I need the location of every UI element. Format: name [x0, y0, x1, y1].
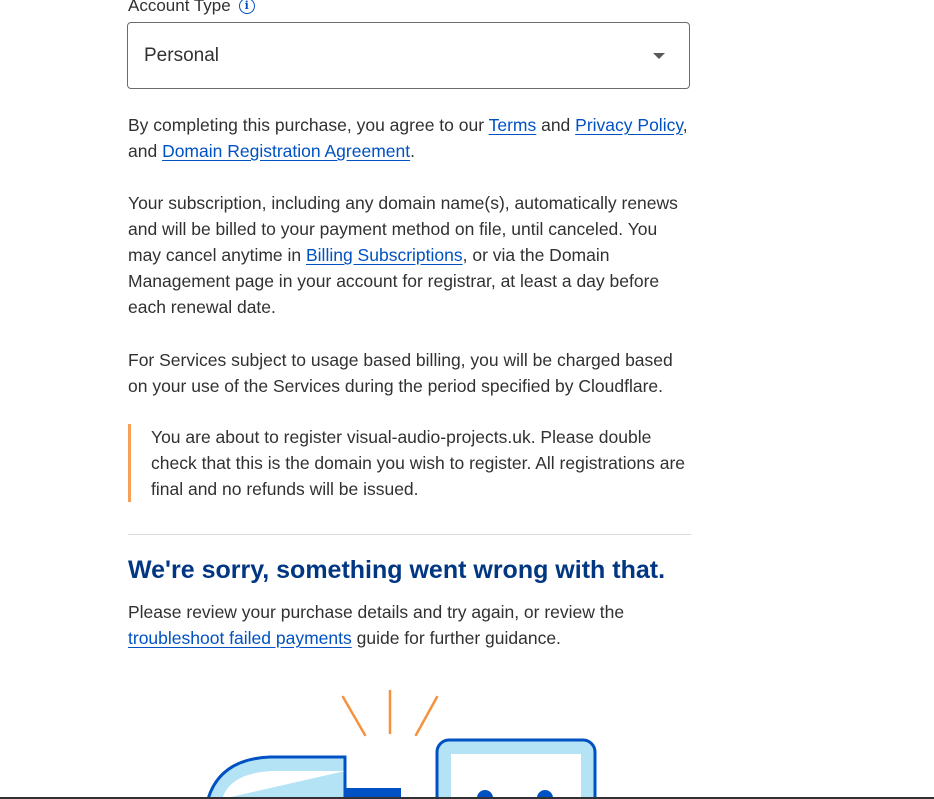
card-shape-icon [208, 757, 401, 799]
alert-burst-icon [343, 691, 437, 735]
account-type-label-text: Account Type [128, 0, 231, 15]
terms-text-4: . [410, 141, 415, 161]
account-type-select[interactable] [127, 22, 690, 89]
robot-face-icon [437, 740, 595, 799]
terms-text-1: By completing this purchase, you agree to our [128, 115, 489, 135]
usage-billing-text: For Services subject to usage based billing, you will be charged based on your use of the Services during the period specified by Cloudflare. [128, 350, 673, 396]
terms-text-2: and [536, 115, 576, 135]
billing-subscriptions-link[interactable]: Billing Subscriptions [306, 245, 463, 265]
error-illustration [200, 685, 620, 799]
terms-paragraph [128, 112, 691, 164]
domain-registration-agreement-link[interactable]: Domain Registration Agreement [162, 141, 411, 161]
account-type-label [128, 0, 255, 16]
domain-warning-callout [128, 424, 691, 502]
usage-billing-paragraph [128, 347, 691, 399]
privacy-policy-link[interactable]: Privacy Policy [575, 115, 683, 135]
info-icon[interactable]: i [239, 0, 255, 14]
domain-warning-text: You are about to register visual-audio-projects.uk. Please double check that this is the domain you wish to register. All registrations are final and no refunds will be issued. [151, 427, 686, 499]
account-type-value: Personal [144, 44, 219, 66]
error-text-2: guide for further guidance. [351, 628, 561, 648]
error-body [128, 599, 691, 651]
error-text-1: Please review your purchase details and try again, or review the [128, 602, 625, 622]
renewal-paragraph [128, 190, 691, 320]
error-heading: We're sorry, something went wrong with that. [128, 556, 666, 584]
troubleshoot-failed-payments-link[interactable]: troubleshoot failed payments [128, 628, 352, 648]
renewal-text-2: , or via the Domain Management page in your account for registrar, at least a day before each renewal date. [128, 245, 660, 317]
terms-link[interactable]: Terms [488, 115, 537, 135]
section-divider [128, 534, 691, 535]
terms-text-3: , and [128, 115, 688, 161]
renewal-text-1: Your subscription, including any domain name(s), automatically renews and will be billed to your payment method on file, until canceled. You may cancel anytime in [128, 193, 678, 265]
chevron-down-icon [653, 53, 665, 59]
